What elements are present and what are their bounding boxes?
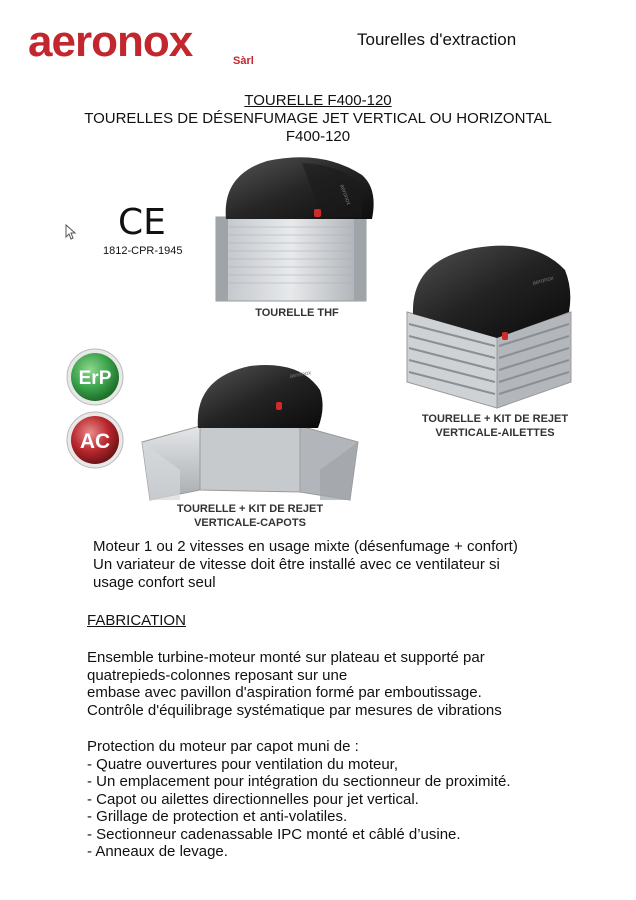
product-logo: aeronox — [338, 183, 352, 207]
caption-tourelle-thf: TOURELLE THF — [255, 307, 339, 319]
protection-list: Protection du moteur par capot muni de : - Quatre ouvertures pour ventilation du moteur, - Un emplacement pour intégration du sectionneur de proximité. - Capot ou ailettes directionnelles pour jet vertical. - Grillage de protection et anti-volatiles. - Sectionneur cadenassable IPC monté et câblé d’usine. - Anneaux de levage. — [87, 738, 511, 860]
section-title: Tourelles d'extraction — [357, 30, 517, 49]
product-model: F400-120 — [285, 128, 351, 145]
erp-badge-label: ErP — [78, 368, 112, 389]
aeronox-logo — [28, 22, 268, 68]
product-image-kit-capots — [140, 360, 360, 502]
ce-mark-icon — [108, 202, 168, 238]
product-subtitle: TOURELLES DE DÉSENFUMAGE JET VERTICAL OU HORIZONTAL — [84, 110, 552, 127]
product-logo: aeronox — [531, 275, 555, 287]
caption-kit-capots: TOURELLE + KIT DE REJET VERTICALE-CAPOTS — [176, 503, 324, 529]
brand-wordmark: aeronox — [28, 22, 193, 66]
fabrication-heading: FABRICATION — [87, 612, 186, 629]
ce-certificate-code: 1812-CPR-1945 — [103, 245, 183, 257]
fabrication-paragraph: Ensemble turbine-moteur monté sur plateau et supporté par quatrepieds-colonnes reposant sur une embase avec pavillon d'aspiration formé par emboutissage. Contrôle d'équilibrage systématique par mesures de vibrations — [87, 649, 502, 719]
product-image-tourelle-thf — [212, 155, 382, 305]
mouse-cursor-icon — [65, 224, 77, 240]
brand-suffix: Sàrl — [233, 55, 254, 67]
product-image-kit-ailettes — [405, 240, 573, 410]
ac-badge-label: AC — [79, 430, 111, 453]
caption-kit-ailettes: TOURELLE + KIT DE REJET VERTICALE-AILETTES — [421, 413, 569, 439]
product-logo: aeronox — [289, 370, 312, 380]
ce-mark-text: CE — [118, 202, 166, 238]
erp-badge-icon — [65, 347, 125, 407]
ac-badge-icon — [65, 410, 125, 470]
product-title: TOURELLE F400-120 — [244, 92, 392, 109]
intro-paragraph: Moteur 1 ou 2 vitesses en usage mixte (désenfumage + confort) Un variateur de vitesse doit être installé avec ce ventilateur si usage confort seul — [93, 538, 518, 591]
